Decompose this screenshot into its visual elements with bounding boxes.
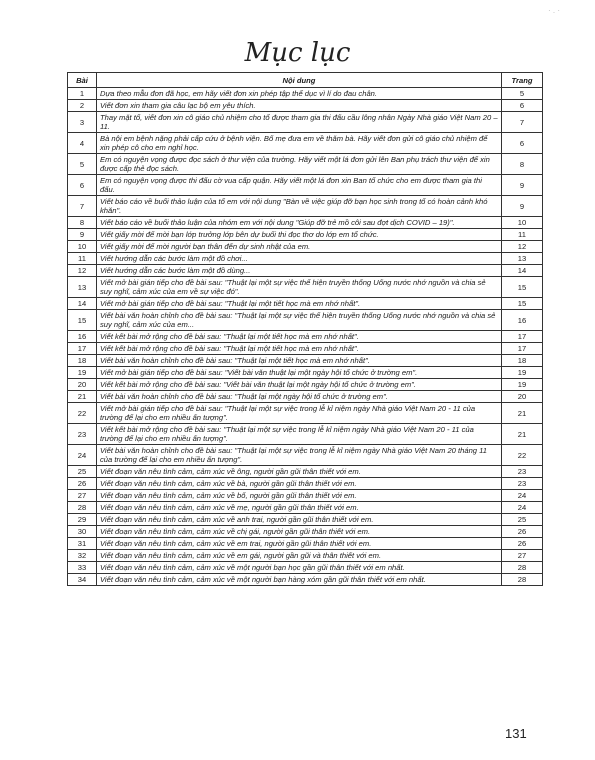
table-row (68, 88, 543, 100)
page-ref: 9 (502, 196, 543, 217)
table-row (68, 331, 543, 343)
page-ref: 19 (502, 367, 543, 379)
table-row (68, 424, 543, 445)
lesson-content: Em có nguyện vọng được thi đấu cờ vua cấp quận. Hãy viết một lá đơn xin Ban tổ chức cho em được tham gia thi đấu. (97, 175, 502, 196)
table-row (68, 391, 543, 403)
lesson-number: 15 (68, 310, 97, 331)
table-row (68, 217, 543, 229)
lesson-content: Viết đơn xin tham gia câu lạc bộ em yêu thích. (97, 100, 502, 112)
table-row (68, 154, 543, 175)
lesson-number: 21 (68, 391, 97, 403)
page-ref: 15 (502, 277, 543, 298)
table-row (68, 367, 543, 379)
lesson-content: Viết đoạn văn nêu tình cảm, cảm xúc về một người bạn học gần gũi thân thiết với em nhất. (97, 562, 502, 574)
lesson-number: 9 (68, 229, 97, 241)
lesson-number: 27 (68, 490, 97, 502)
page-ref: 7 (502, 112, 543, 133)
lesson-number: 24 (68, 445, 97, 466)
table-row (68, 514, 543, 526)
lesson-content: Viết mở bài gián tiếp cho đề bài sau: "Viết bài văn thuật lại một ngày hội tổ chức ở trường em". (97, 367, 502, 379)
page-ref: 8 (502, 154, 543, 175)
lesson-number: 10 (68, 241, 97, 253)
lesson-content: Viết đoạn văn nêu tình cảm, cảm xúc về ông, người gần gũi thân thiết với em. (97, 466, 502, 478)
page-ref: 16 (502, 310, 543, 331)
page-ref: 18 (502, 355, 543, 367)
table-row (68, 265, 543, 277)
lesson-number: 33 (68, 562, 97, 574)
lesson-content: Bà nội em bệnh nặng phải cấp cứu ở bệnh viện. Bố mẹ đưa em về thăm bà. Hãy viết đơn gửi cô giáo chủ nhiệm để xin phép cô cho em nghỉ học. (97, 133, 502, 154)
table-row (68, 277, 543, 298)
lesson-content: Viết đoạn văn nêu tình cảm, cảm xúc về bố, người gần gũi thân thiết với em. (97, 490, 502, 502)
lesson-content: Viết kết bài mở rộng cho đề bài sau: "Viết bài văn thuật lại một ngày hội tổ chức ở trường em". (97, 379, 502, 391)
page-ref: 22 (502, 445, 543, 466)
lesson-number: 26 (68, 478, 97, 490)
lesson-number: 16 (68, 331, 97, 343)
lesson-content: Viết báo cáo về buổi thảo luận của nhóm em với nội dung "Giúp đỡ trẻ mồ côi sau đợt dịch COVID – 19)". (97, 217, 502, 229)
table-row (68, 478, 543, 490)
lesson-number: 34 (68, 574, 97, 586)
table-row (68, 100, 543, 112)
lesson-content: Viết bài văn hoàn chỉnh cho đề bài sau: "Thuật lại một sự việc trong lễ kỉ niệm ngày Nhà giáo Việt Nam 20 tháng 11 của trường để lại cho em nhiều ấn tượng". (97, 445, 502, 466)
table-row (68, 355, 543, 367)
page-ref: 9 (502, 175, 543, 196)
lesson-number: 32 (68, 550, 97, 562)
lesson-content: Viết kết bài mở rộng cho đề bài sau: "Thuật lại một tiết học mà em nhớ nhất". (97, 331, 502, 343)
lesson-number: 31 (68, 538, 97, 550)
table-row (68, 241, 543, 253)
lesson-content: Viết đoạn văn nêu tình cảm, cảm xúc về bà, người gần gũi thân thiết với em. (97, 478, 502, 490)
page-ref: 26 (502, 526, 543, 538)
lesson-number: 23 (68, 424, 97, 445)
table-row (68, 574, 543, 586)
lesson-number: 30 (68, 526, 97, 538)
page-ref: 6 (502, 133, 543, 154)
table-row (68, 490, 543, 502)
lesson-number: 12 (68, 265, 97, 277)
lesson-content: Viết đoạn văn nêu tình cảm, cảm xúc về một người bạn hàng xóm gần gũi thân thiết với em nhất. (97, 574, 502, 586)
lesson-content: Viết kết bài mở rộng cho đề bài sau: "Thuật lại một sự việc trong lễ kỉ niệm ngày Nhà giáo Việt Nam 20 - 11 của trường để lại cho em nhiều ấn tượng". (97, 424, 502, 445)
header-page: Trang (502, 73, 543, 88)
table-row (68, 229, 543, 241)
lesson-content: Viết mở bài gián tiếp cho đề bài sau: "Thuật lại một tiết học mà em nhớ nhất". (97, 298, 502, 310)
lesson-content: Viết bài văn hoàn chỉnh cho đề bài sau: "Thuật lại một sự việc thể hiện truyền thống Uống nước nhớ nguồn và chia sẻ suy nghĩ, cảm xúc của em... (97, 310, 502, 331)
table-row (68, 310, 543, 331)
lesson-number: 20 (68, 379, 97, 391)
lesson-content: Viết kết bài mở rộng cho đề bài sau: "Thuật lại một tiết học mà em nhớ nhất". (97, 343, 502, 355)
lesson-number: 7 (68, 196, 97, 217)
header-lesson-number: Bài (68, 73, 97, 88)
lesson-number: 25 (68, 466, 97, 478)
header-content: Nội dung (97, 73, 502, 88)
page-ref: 23 (502, 478, 543, 490)
table-row (68, 550, 543, 562)
lesson-number: 2 (68, 100, 97, 112)
table-row (68, 502, 543, 514)
table-row (68, 175, 543, 196)
lesson-content: Viết đoạn văn nêu tình cảm, cảm xúc về em gái, người gần gũi và thân thiết với em. (97, 550, 502, 562)
page-ref: 24 (502, 502, 543, 514)
page-ref: 15 (502, 298, 543, 310)
lesson-number: 5 (68, 154, 97, 175)
lesson-number: 22 (68, 403, 97, 424)
lesson-content: Viết hướng dẫn các bước làm một đồ chơi... (97, 253, 502, 265)
page-number: 131 (505, 726, 527, 741)
table-header-row (68, 73, 543, 88)
page-ref: 28 (502, 574, 543, 586)
table-row (68, 526, 543, 538)
page-ref: 21 (502, 403, 543, 424)
table-row (68, 133, 543, 154)
page-ref: 17 (502, 343, 543, 355)
table-row (68, 196, 543, 217)
table-row (68, 466, 543, 478)
lesson-number: 8 (68, 217, 97, 229)
page-ref: 27 (502, 550, 543, 562)
lesson-content: Thay mặt tổ, viết đơn xin cô giáo chủ nhiệm cho tổ được tham gia thi đấu cầu lông nhân Ngày Nhà giáo Việt Nam 20 – 11. (97, 112, 502, 133)
lesson-content: Em có nguyện vọng được đọc sách ở thư viện của trường. Hãy viết một lá đơn gửi lên Ban phụ trách thư viện để xin được cấp thẻ đọc sách. (97, 154, 502, 175)
table-row (68, 403, 543, 424)
lesson-number: 1 (68, 88, 97, 100)
lesson-content: Viết bài văn hoàn chỉnh cho đề bài sau: "Thuật lại một ngày hội tổ chức ở trường em". (97, 391, 502, 403)
lesson-number: 28 (68, 502, 97, 514)
page-ref: 20 (502, 391, 543, 403)
table-row (68, 538, 543, 550)
page-ref: 25 (502, 514, 543, 526)
lesson-number: 19 (68, 367, 97, 379)
lesson-number: 13 (68, 277, 97, 298)
page-ref: 24 (502, 490, 543, 502)
table-row (68, 562, 543, 574)
lesson-content: Viết đoạn văn nêu tình cảm, cảm xúc về em trai, người gần gũi thân thiết với em. (97, 538, 502, 550)
lesson-content: Viết giấy mời để mời người bạn thân đến dự sinh nhật của em. (97, 241, 502, 253)
page-ref: 6 (502, 100, 543, 112)
table-row (68, 253, 543, 265)
lesson-content: Viết đoạn văn nêu tình cảm, cảm xúc về mẹ, người gần gũi thân thiết với em. (97, 502, 502, 514)
table-row (68, 343, 543, 355)
lesson-content: Viết giấy mời để mời bạn lớp trưởng lớp bên dự buổi thi đọc thơ do lớp em tổ chức. (97, 229, 502, 241)
page-ref: 10 (502, 217, 543, 229)
lesson-content: Viết hướng dẫn các bước làm một đồ dùng... (97, 265, 502, 277)
page-ref: 5 (502, 88, 543, 100)
table-body (68, 88, 543, 586)
page-ref: 17 (502, 331, 543, 343)
page-ref: 23 (502, 466, 543, 478)
lesson-content: Viết bài văn hoàn chỉnh cho đề bài sau: "Thuật lại một tiết học mà em nhớ nhất". (97, 355, 502, 367)
lesson-content: Viết đoạn văn nêu tình cảm, cảm xúc về anh trai, người gần gũi thân thiết với em. (97, 514, 502, 526)
lesson-number: 18 (68, 355, 97, 367)
page-ref: 11 (502, 229, 543, 241)
page-ref: 19 (502, 379, 543, 391)
page-ref: 21 (502, 424, 543, 445)
table-row (68, 298, 543, 310)
lesson-content: Viết mở bài gián tiếp cho đề bài sau: "Thuật lại một sự việc trong lễ kỉ niệm ngày Nhà giáo Việt Nam 20 - 11 của trường để lại cho em nhiều ấn tượng". (97, 403, 502, 424)
scan-mark: · . · (548, 6, 560, 15)
table-row (68, 379, 543, 391)
lesson-number: 3 (68, 112, 97, 133)
page-ref: 14 (502, 265, 543, 277)
page-ref: 28 (502, 562, 543, 574)
table-row (68, 445, 543, 466)
lesson-content: Dựa theo mẫu đơn đã học, em hãy viết đơn xin phép tập thể dục vì lí do đau chân. (97, 88, 502, 100)
lesson-number: 6 (68, 175, 97, 196)
page-ref: 13 (502, 253, 543, 265)
page-ref: 26 (502, 538, 543, 550)
page-title: Mục lục (244, 38, 351, 68)
lesson-content: Viết mở bài gián tiếp cho đề bài sau: "Thuật lại một sự việc thể hiện truyền thống Uống nước nhớ nguồn và chia sẻ suy nghĩ, cảm xúc của em về sự việc đó". (97, 277, 502, 298)
table-row (68, 112, 543, 133)
lesson-content: Viết đoạn văn nêu tình cảm, cảm xúc về chị gái, người gần gũi thân thiết với em. (97, 526, 502, 538)
lesson-number: 14 (68, 298, 97, 310)
page-ref: 12 (502, 241, 543, 253)
lesson-content: Viết báo cáo về buổi thảo luận của tổ em với nội dung "Bàn về việc giúp đỡ bạn học sinh trong tổ có hoàn cảnh khó khăn". (97, 196, 502, 217)
lesson-number: 4 (68, 133, 97, 154)
table-of-contents (67, 72, 543, 586)
lesson-number: 17 (68, 343, 97, 355)
lesson-number: 29 (68, 514, 97, 526)
lesson-number: 11 (68, 253, 97, 265)
